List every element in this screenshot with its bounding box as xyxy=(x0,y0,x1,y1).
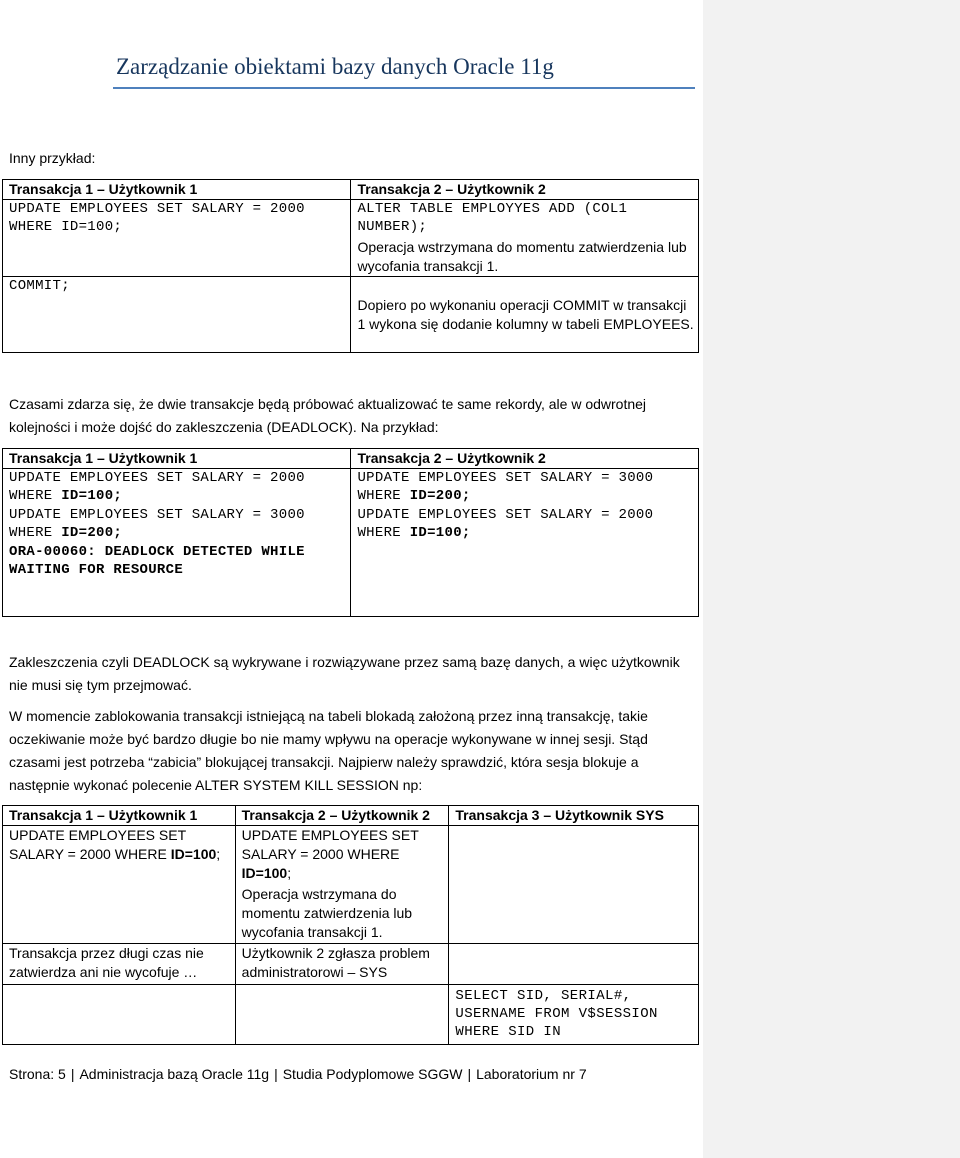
table-cell: Użytkownik 2 zgłasza problem administratorowi – SYS xyxy=(235,944,449,985)
table-deadlock-example xyxy=(2,448,699,617)
sql-text: UPDATE EMPLOYEES SET SALARY = 3000 WHERE xyxy=(9,507,305,541)
table-row xyxy=(3,277,699,353)
deadlock-error-message: ORA-00060: DEADLOCK DETECTED WHILE WAITING FOR RESOURCE xyxy=(9,544,305,578)
deadlock-handling-paragraph: Zakleszczenia czyli DEADLOCK są wykrywane i rozwiązywane przez samą bazę danych, a więc użytkownik nie musi się tym przejmować. xyxy=(9,654,680,693)
table-header-row xyxy=(3,180,699,200)
sql-text: UPDATE EMPLOYEES SET SALARY = 3000 WHERE xyxy=(357,470,654,504)
sql-text: UPDATE EMPLOYEES SET SALARY = 2000 WHERE xyxy=(9,827,186,862)
table-header-cell: Transakcja 3 – Użytkownik SYS xyxy=(449,806,699,826)
sql-text: ; xyxy=(287,865,292,881)
table-row xyxy=(3,985,699,1045)
table-cell xyxy=(235,826,449,944)
table-cell xyxy=(351,469,699,617)
sql-commit-statement: COMMIT; xyxy=(9,278,70,294)
table-cell: Transakcja przez długi czas nie zatwierdza ani nie wycofuje … xyxy=(3,944,236,985)
table-header-cell: Transakcja 2 – Użytkownik 2 xyxy=(351,449,699,469)
table-cell xyxy=(3,985,236,1045)
sql-condition: ID=100 xyxy=(170,846,217,862)
table-cell xyxy=(3,200,351,277)
footer-separator: | xyxy=(467,1066,472,1082)
sql-update-statement xyxy=(9,826,235,864)
commit-note: Dopiero po wykonaniu operacji COMMIT w transakcji 1 wykona się dodanie kolumny w tabeli EMPLOYEES. xyxy=(357,297,694,332)
table-cell xyxy=(449,826,699,944)
footer-separator: | xyxy=(274,1066,278,1082)
table-cell xyxy=(3,277,351,353)
header-rule xyxy=(113,87,695,89)
footer-course: Administracja bazą Oracle 11g xyxy=(79,1066,270,1082)
page-header-title: Zarządzanie obiektami bazy danych Oracle 11g xyxy=(116,54,554,79)
wait-note: Operacja wstrzymana do momentu zatwierdzenia lub wycofania transakcji 1. xyxy=(241,886,413,940)
footer-separator: | xyxy=(70,1066,75,1082)
sql-text: UPDATE EMPLOYEES SET SALARY = 2000 WHERE xyxy=(9,470,305,504)
footer-studies: Studia Podyplomowe SGGW xyxy=(282,1066,463,1082)
sql-select-statement: SELECT SID, SERIAL#, USERNAME FROM V$SESSION WHERE SID IN xyxy=(455,988,658,1040)
table-header-row xyxy=(3,449,699,469)
table-cell xyxy=(235,985,449,1045)
table-cell xyxy=(3,826,236,944)
table-row xyxy=(3,469,699,617)
table-header-row xyxy=(3,806,699,826)
intro-text: Inny przykład: xyxy=(9,150,96,166)
table-header-cell: Transakcja 2 – Użytkownik 2 xyxy=(351,180,699,200)
sql-update-statement xyxy=(242,826,449,883)
sql-update-statement: UPDATE EMPLOYEES SET SALARY = 2000 WHERE ID=100; xyxy=(9,201,305,235)
comment-margin-panel xyxy=(703,0,960,1158)
sql-condition: ID=200; xyxy=(61,525,123,541)
table-header-cell: Transakcja 1 – Użytkownik 1 xyxy=(3,806,236,826)
table-header-cell: Transakcja 1 – Użytkownik 1 xyxy=(3,449,351,469)
sql-update-statement xyxy=(357,469,698,505)
sql-update-statement xyxy=(9,469,350,505)
table-cell xyxy=(351,277,699,353)
table-cell xyxy=(449,944,699,985)
table-cell xyxy=(351,200,699,277)
footer-lab: Laboratorium nr 7 xyxy=(476,1066,587,1082)
table-kill-session-example xyxy=(2,805,699,1045)
kill-session-paragraph: W momencie zablokowania transakcji istniejącą na tabeli blokadą założoną przez inną transakcję, takie oczekiwanie może być bardzo długie bo nie mamy wpływu na operacje wykonywane w innej sesji. Stąd czasami jest potrzeba “zabicia” blokującej transakcji. Najpierw należy sprawdzić, która sesja blokuje a następnie wykonać polecenie ALTER SYSTEM KILL SESSION np: xyxy=(9,708,648,793)
sql-condition: ID=100; xyxy=(409,525,471,541)
sql-condition: ID=200; xyxy=(409,488,471,504)
wait-note: Operacja wstrzymana do momentu zatwierdzenia lub wycofania transakcji 1. xyxy=(357,239,687,274)
page-footer xyxy=(9,1066,587,1082)
deadlock-paragraph: Czasami zdarza się, że dwie transakcje będą próbować aktualizować te same rekordy, ale w odwrotnej kolejności i może dojść do zakleszczenia (DEADLOCK). Na przykład: xyxy=(9,396,647,435)
table-header-cell: Transakcja 1 – Użytkownik 1 xyxy=(3,180,351,200)
sql-text: ; xyxy=(216,846,221,862)
sql-alter-statement: ALTER TABLE EMPLOYYES ADD (COL1 NUMBER); xyxy=(357,201,628,235)
table-header-cell: Transakcja 2 – Użytkownik 2 xyxy=(235,806,449,826)
table-row xyxy=(3,200,699,277)
sql-condition: ID=100 xyxy=(241,865,288,881)
sql-update-statement xyxy=(9,506,350,542)
sql-text: UPDATE EMPLOYEES SET SALARY = 2000 WHERE xyxy=(241,827,419,862)
table-cell xyxy=(449,985,699,1045)
table-alter-example xyxy=(2,179,699,353)
table-row xyxy=(3,944,699,985)
footer-page-number: Strona: 5 xyxy=(9,1066,66,1082)
sql-condition: ID=100; xyxy=(61,488,123,504)
sql-text: UPDATE EMPLOYEES SET SALARY = 2000 WHERE xyxy=(357,507,654,541)
table-cell xyxy=(3,469,351,617)
table-row xyxy=(3,826,699,944)
sql-update-statement xyxy=(357,506,698,542)
